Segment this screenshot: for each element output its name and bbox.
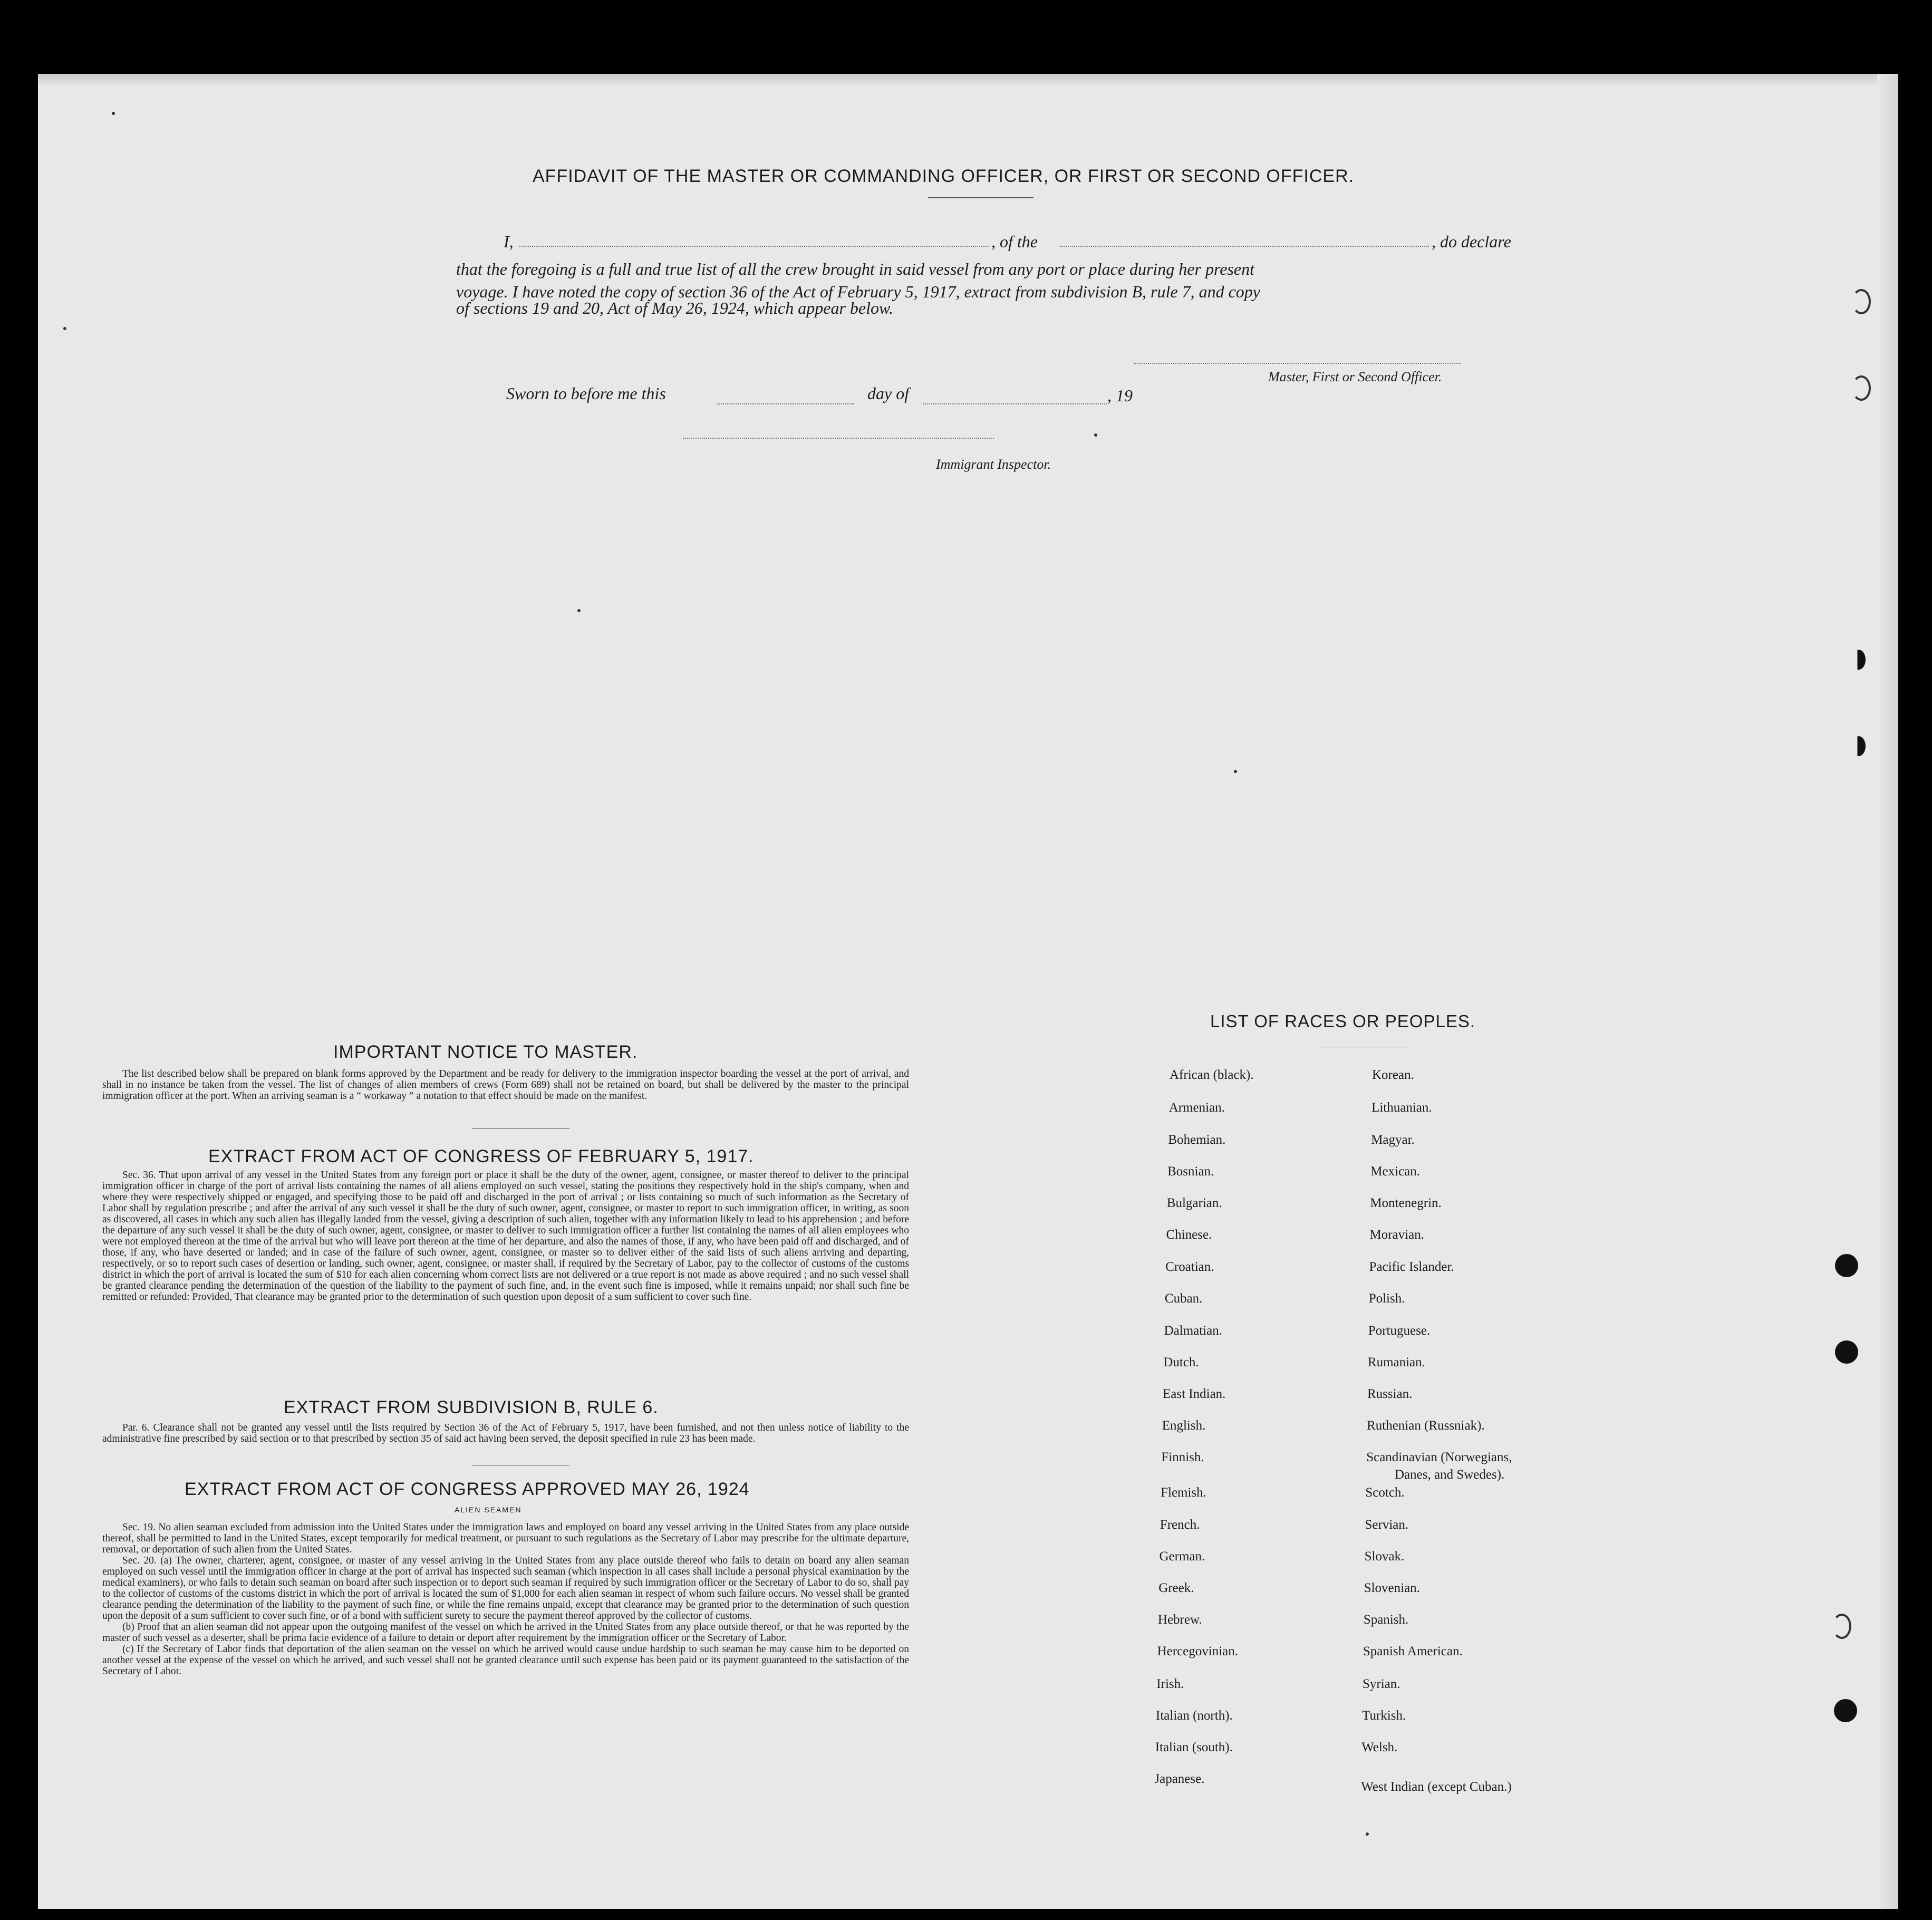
punch-hole bbox=[1852, 375, 1871, 401]
notice-title: IMPORTANT NOTICE TO MASTER. bbox=[333, 1042, 638, 1062]
race-item: French. bbox=[1160, 1518, 1200, 1532]
race-item: Scotch. bbox=[1365, 1485, 1405, 1500]
speck bbox=[63, 327, 66, 330]
race-item: Cuban. bbox=[1164, 1291, 1203, 1306]
race-item: Polish. bbox=[1368, 1291, 1405, 1306]
speck bbox=[1366, 1832, 1369, 1836]
affidavit-i: I, bbox=[504, 232, 514, 251]
extract-1917-text bbox=[102, 1170, 909, 1302]
speck bbox=[577, 609, 581, 612]
race-item: Chinese. bbox=[1166, 1228, 1212, 1242]
race-item: Flemish. bbox=[1161, 1485, 1206, 1500]
sec-20b-paragraph: (b) Proof that an alien seaman did not appear upon the outgoing manifest of the vessel on which he arrived in the United States from any place outside thereof, or that he was reported by the master of such vessel as a deserter, shall be prima facie evidence of a failure to detain or deport after requirement by the immigration officer or the Secretary of Labor. bbox=[102, 1622, 909, 1644]
race-item: English. bbox=[1162, 1419, 1206, 1433]
race-item: Finnish. bbox=[1161, 1450, 1204, 1464]
race-item: Portuguese. bbox=[1368, 1324, 1431, 1338]
race-item: Greek. bbox=[1158, 1581, 1194, 1595]
race-item: Croatian. bbox=[1165, 1260, 1214, 1274]
affidavit-of-the: , of the bbox=[991, 232, 1038, 251]
race-item: Mexican. bbox=[1370, 1164, 1421, 1179]
race-item: Dutch. bbox=[1163, 1355, 1199, 1369]
race-item: Turkish. bbox=[1362, 1709, 1406, 1723]
punch-hole bbox=[1835, 1340, 1858, 1364]
section-36-paragraph: Sec. 36. That upon arrival of any vessel in the United States from any foreign port or place it shall be the duty of the owner, agent, consignee, or master thereof to deliver to the principal immigration officer in charge of the port of arrival lists containing the names of all aliens employed on such vessel, stating the positions they respectively hold in the ship's company, when and where they were respectively shipped or engaged, and specifying those to be paid off and discharged in the port of arrival ; or lists containing so much of such information as the Secretary of Labor shall by regulation prescribe ; and after the arrival of any such vessel it shall be the duty of such owner, agent, consignee, or master to report to such immigration officer, in writing, as soon as discovered, all cases in which any such alien has illegally landed from the vessel, giving a description of such alien, together with any information likely to lead to his apprehension ; and before the departure of any such vessel it shall be the duty of such owner, agent, consignee, or master to deliver to such immigration officer a further list containing the names of all alien employees who were not employed thereon at the time of the arrival but who will leave port thereon at the time of her departure, and also the names of those, if any, who have been paid off and discharged, and of those, if any, who have deserted or landed; and in case of the failure of such owner, agent, consignee, or master so to deliver either of the said lists of such aliens arriving and departing, respectively, or so to report such cases of desertion or landing, such owner, agent, consignee, or master shall, if required by the Secretary of Labor, pay to the collector of customs of the customs district in which the port of arrival is located the sum of $10 for each alien concerning whom correct lists are not delivered or a true report is not made as above required ; and no such vessel shall be granted clearance pending the determination of the question of the liability to the payment of such fine, and, in the event such fine is imposed, while it remains unpaid; nor shall such fine be remitted or refunded: Provided, That clearance may be granted prior to the determination of such question upon deposit of a sum sufficient to cover such fine. bbox=[102, 1170, 909, 1302]
race-item: Dalmatian. bbox=[1164, 1324, 1222, 1338]
speck bbox=[112, 112, 115, 115]
name-field[interactable] bbox=[519, 246, 989, 247]
race-item: Ruthenian (Russniak). bbox=[1367, 1419, 1485, 1433]
extract-1917-title: EXTRACT FROM ACT OF CONGRESS OF FEBRUARY 5, 1917. bbox=[208, 1146, 754, 1166]
month-field[interactable] bbox=[923, 403, 1107, 404]
year-label: , 19 bbox=[1107, 386, 1133, 405]
race-item: Armenian. bbox=[1168, 1101, 1225, 1115]
signature-field[interactable] bbox=[1134, 363, 1461, 364]
divider bbox=[928, 197, 1033, 198]
extract-1924-title: EXTRACT FROM ACT OF CONGRESS APPROVED MAY 26, 1924 bbox=[185, 1479, 750, 1499]
race-item: Servian. bbox=[1365, 1518, 1409, 1532]
page-right-edge bbox=[1877, 74, 1898, 1909]
race-item: Italian (south). bbox=[1155, 1740, 1233, 1754]
affidavit-line2: that the foregoing is a full and true list of all the crew brought in said vessel from any port or place during her present bbox=[456, 259, 1254, 278]
affidavit-declare: , do declare bbox=[1432, 232, 1511, 251]
page-top-edge bbox=[38, 74, 1883, 86]
speck bbox=[1094, 433, 1097, 437]
divider bbox=[472, 1128, 569, 1129]
punch-hole bbox=[1834, 1699, 1857, 1722]
race-item: Lithuanian. bbox=[1371, 1101, 1432, 1115]
race-item: German. bbox=[1159, 1549, 1205, 1564]
race-item: Montenegrin. bbox=[1370, 1196, 1442, 1210]
inspector-signature-field[interactable] bbox=[683, 438, 994, 439]
race-item: Moravian. bbox=[1369, 1228, 1424, 1242]
day-field[interactable] bbox=[717, 403, 854, 404]
race-item: Irish. bbox=[1156, 1677, 1184, 1691]
affidavit-title: AFFIDAVIT OF THE MASTER OR COMMANDING OFFICER, OR FIRST OR SECOND OFFICER. bbox=[533, 166, 1355, 186]
punch-hole bbox=[1832, 1614, 1851, 1639]
race-item: Slovak. bbox=[1364, 1549, 1405, 1564]
race-item: Russian. bbox=[1367, 1387, 1413, 1401]
race-item: Syrian. bbox=[1363, 1677, 1400, 1691]
alien-seamen-subtitle: ALIEN SEAMEN bbox=[455, 1506, 522, 1514]
race-item: Japanese. bbox=[1154, 1772, 1205, 1786]
race-item: African (black). bbox=[1170, 1068, 1254, 1082]
race-item: Welsh. bbox=[1361, 1740, 1398, 1754]
race-item: Bohemian. bbox=[1168, 1133, 1226, 1147]
affidavit-line4: of sections 19 and 20, Act of May 26, 1924, which appear below. bbox=[456, 298, 893, 317]
punch-hole bbox=[1835, 1254, 1858, 1277]
inspector-label: Immigrant Inspector. bbox=[936, 457, 1051, 472]
punch-hole bbox=[1852, 650, 1866, 670]
race-item: Rumanian. bbox=[1367, 1355, 1425, 1369]
rule-6-title: EXTRACT FROM SUBDIVISION B, RULE 6. bbox=[284, 1397, 659, 1417]
notice-text bbox=[102, 1068, 909, 1102]
race-item: Danes, and Swedes). bbox=[1395, 1468, 1505, 1482]
race-item: Italian (north). bbox=[1156, 1709, 1233, 1723]
signatory-label: Master, First or Second Officer. bbox=[1268, 369, 1442, 384]
race-item: Scandinavian (Norwegians, bbox=[1366, 1450, 1512, 1464]
race-item: Bosnian. bbox=[1167, 1164, 1214, 1179]
rule-6-text bbox=[102, 1422, 909, 1444]
speck bbox=[1234, 770, 1237, 773]
sec-20a-paragraph: Sec. 20. (a) The owner, charterer, agent, consignee, or master of any vessel arriving in the United States from any place outside thereof who fails to detain on board any alien seaman employed on such vessel until the immigration officer in charge at the port of arrival has inspected such seaman (which inspection in all cases shall include a personal physical examination by the medical examiners), or who fails to detain such seaman on board after such inspection or to deport such seaman if required by such immigration officer or the Secretary of Labor to do so, shall pay to the collector of customs of the customs district in which the port of arrival is located the sum of $1,000 for each alien seaman in respect of whom such failure occurs. No vessel shall be granted clearance pending the determination of the liability to the payment of such fine, or while the fine remains unpaid, except that clearance may be granted prior to the determination of such question upon the deposit of a sum sufficient to cover such fine, or of a bond with sufficient surety to secure the payment thereof approved by the collector of customs. bbox=[102, 1555, 909, 1622]
affidavit-line3: voyage. I have noted the copy of section 36 of the Act of February 5, 1917, extract from subdivision B, rule 7, and copy bbox=[456, 282, 1260, 301]
notice-paragraph: The list described below shall be prepared on blank forms approved by the Department and be ready for delivery to the immigration inspector boarding the vessel at the port of arrival, and shall in no instance be taken from the vessel. The list of changes of alien members of crews (Form 689) shall not be retained on board, but shall be delivered by the master to the principal immigration officer at the port. When an arriving seaman is a “ workaway ” a notation to that effect should be made on the manifest. bbox=[102, 1068, 909, 1102]
race-item: West Indian (except Cuban.) bbox=[1361, 1780, 1512, 1794]
race-item: Bulgarian. bbox=[1166, 1196, 1222, 1210]
race-item: Spanish American. bbox=[1363, 1644, 1463, 1658]
punch-hole bbox=[1852, 289, 1871, 314]
race-item: Magyar. bbox=[1371, 1133, 1415, 1147]
sec-19-paragraph: Sec. 19. No alien seaman excluded from admission into the United States under the immigration laws and employed on board any vessel arriving in the United States from any place outside thereof, shall be permitted to land in the United States, except temporarily for medical treatment, or pursuant to such regulations as the Secretary of Labor may prescribe for the ultimate departure, removal, or deportation of such alien from the United States. bbox=[102, 1522, 909, 1555]
vessel-field[interactable] bbox=[1060, 246, 1429, 247]
race-item: East Indian. bbox=[1163, 1387, 1226, 1401]
day-of-label: day of bbox=[867, 384, 910, 403]
extract-1924-text bbox=[102, 1522, 909, 1677]
sec-20c-paragraph: (c) If the Secretary of Labor finds that deportation of the alien seaman on the vessel on which he arrived would cause undue hardship to such seaman he may cause him to be deported on another vessel at the expense of the vessel on which he arrived, and such vessel shall not be granted clearance until such expense has been paid or its payment guaranteed to the satisfaction of the Secretary of Labor. bbox=[102, 1644, 909, 1677]
race-item: Pacific Islander. bbox=[1369, 1260, 1454, 1274]
sworn-label: Sworn to before me this bbox=[506, 384, 666, 403]
race-item: Slovenian. bbox=[1364, 1581, 1420, 1595]
race-item: Spanish. bbox=[1363, 1613, 1409, 1627]
races-title: LIST OF RACES OR PEOPLES. bbox=[1210, 1011, 1476, 1031]
race-item: Korean. bbox=[1372, 1068, 1414, 1082]
punch-hole bbox=[1852, 736, 1866, 756]
rule-6-paragraph: Par. 6. Clearance shall not be granted any vessel until the lists required by Section 36 of the Act of February 5, 1917, have been furnished, and not then unless notice of liability to the administrative fine prescribed by said section or to that prescribed by section 35 of said act having been served, the deposit specified in rule 23 has been made. bbox=[102, 1422, 909, 1444]
race-item: Hebrew. bbox=[1157, 1613, 1202, 1627]
race-item: Hercegovinian. bbox=[1157, 1644, 1238, 1658]
